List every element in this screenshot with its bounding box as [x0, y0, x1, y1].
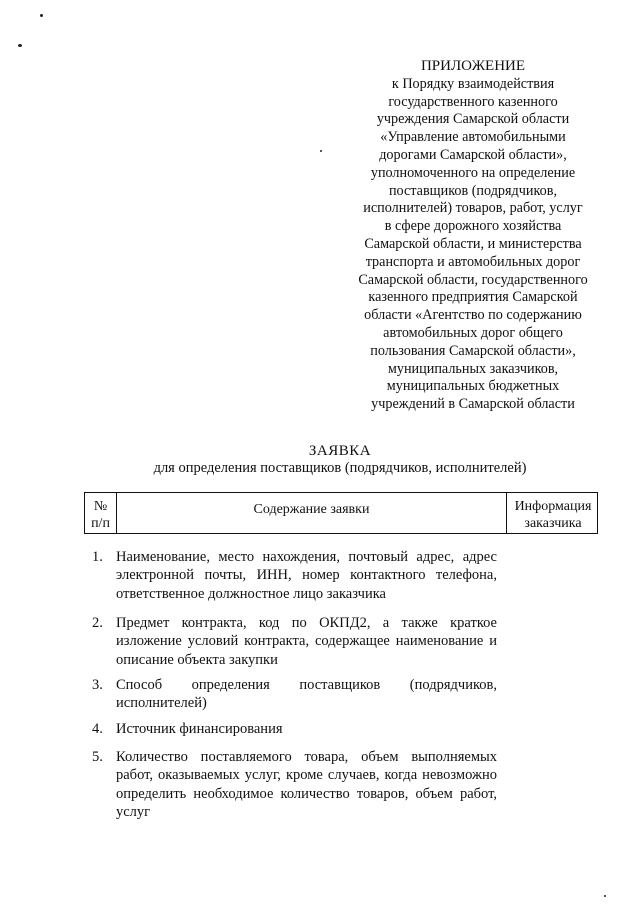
- item-number: 4.: [92, 721, 103, 737]
- header-info-label-sub: заказчика: [524, 516, 582, 531]
- item-text: Наименование, место нахождения, почтовый адрес, адрес электронной почты, ИНН, номер контактного телефона, ответственное должностное лицо заказчика: [116, 549, 497, 602]
- appendix-line: Самарской области, и министерства: [364, 235, 582, 252]
- scan-speck: [18, 44, 22, 47]
- appendix-line: Самарской области, государственного: [358, 271, 588, 288]
- appendix-line: поставщиков (подрядчиков,: [388, 182, 558, 199]
- item-text: Предмет контракта, код по ОКПД2, а также краткое изложение условий контракта, содержащее наименование и описание объекта закупки: [116, 615, 497, 668]
- appendix-title: ПРИЛОЖЕНИЕ: [420, 58, 526, 74]
- header-content-cell: [117, 493, 507, 533]
- item-number: 1.: [92, 549, 103, 565]
- item-text: Количество поставляемого товара, объем выполняемых работ, оказываемых услуг, кроме случаев, когда невозможно определить необходимое количество товаров, объем работ, услуг: [116, 749, 497, 820]
- appendix-line: дорогами Самарской области»,: [379, 146, 567, 163]
- header-number-label-sub: п/п: [91, 516, 110, 531]
- appendix-line: исполнителей) товаров, работ, услуг: [363, 200, 583, 217]
- document-subtitle: для определения поставщиков (подрядчиков, исполнителей): [153, 460, 527, 476]
- appendix-line: транспорта и автомобильных дорог: [365, 253, 581, 270]
- item-number: 5.: [92, 749, 103, 765]
- appendix-line: к Порядку взаимодействия: [391, 75, 555, 92]
- appendix-line: муниципальных бюджетных: [386, 378, 560, 395]
- appendix-line: в сфере дорожного хозяйства: [384, 218, 562, 235]
- appendix-line: учреждения Самарской области: [376, 111, 570, 128]
- appendix-line: казенного предприятия Самарской: [368, 289, 578, 306]
- appendix-line: области «Агентство по содержанию: [364, 307, 582, 324]
- item-text: Способ определения поставщиков (подрядчиков, исполнителей): [116, 677, 497, 712]
- scan-speck: [320, 150, 322, 152]
- item-number: 3.: [92, 677, 103, 693]
- header-content-label: Содержание заявки: [253, 502, 370, 517]
- scan-speck: [40, 14, 43, 17]
- header-number-cell: [85, 493, 117, 533]
- appendix-line: пользования Самарской области»,: [370, 342, 576, 359]
- appendix-line: «Управление автомобильными: [380, 129, 566, 146]
- item-number: 2.: [92, 615, 103, 631]
- scan-speck: [604, 895, 606, 897]
- appendix-line: уполномоченного на определение: [370, 164, 576, 181]
- item-text: Источник финансирования: [116, 721, 283, 737]
- appendix-line: учреждений в Самарской области: [371, 396, 575, 413]
- appendix-block: [340, 58, 606, 414]
- document-title: ЗАЯВКА: [308, 443, 372, 459]
- table-header-row: [84, 492, 598, 534]
- header-info-cell: [507, 493, 599, 533]
- appendix-line: муниципальных заказчиков,: [387, 360, 559, 377]
- appendix-line: государственного казенного: [388, 93, 558, 110]
- appendix-line: автомобильных дорог общего: [383, 324, 563, 341]
- header-number-label: №: [93, 499, 108, 514]
- header-info-label: Информация: [514, 499, 592, 514]
